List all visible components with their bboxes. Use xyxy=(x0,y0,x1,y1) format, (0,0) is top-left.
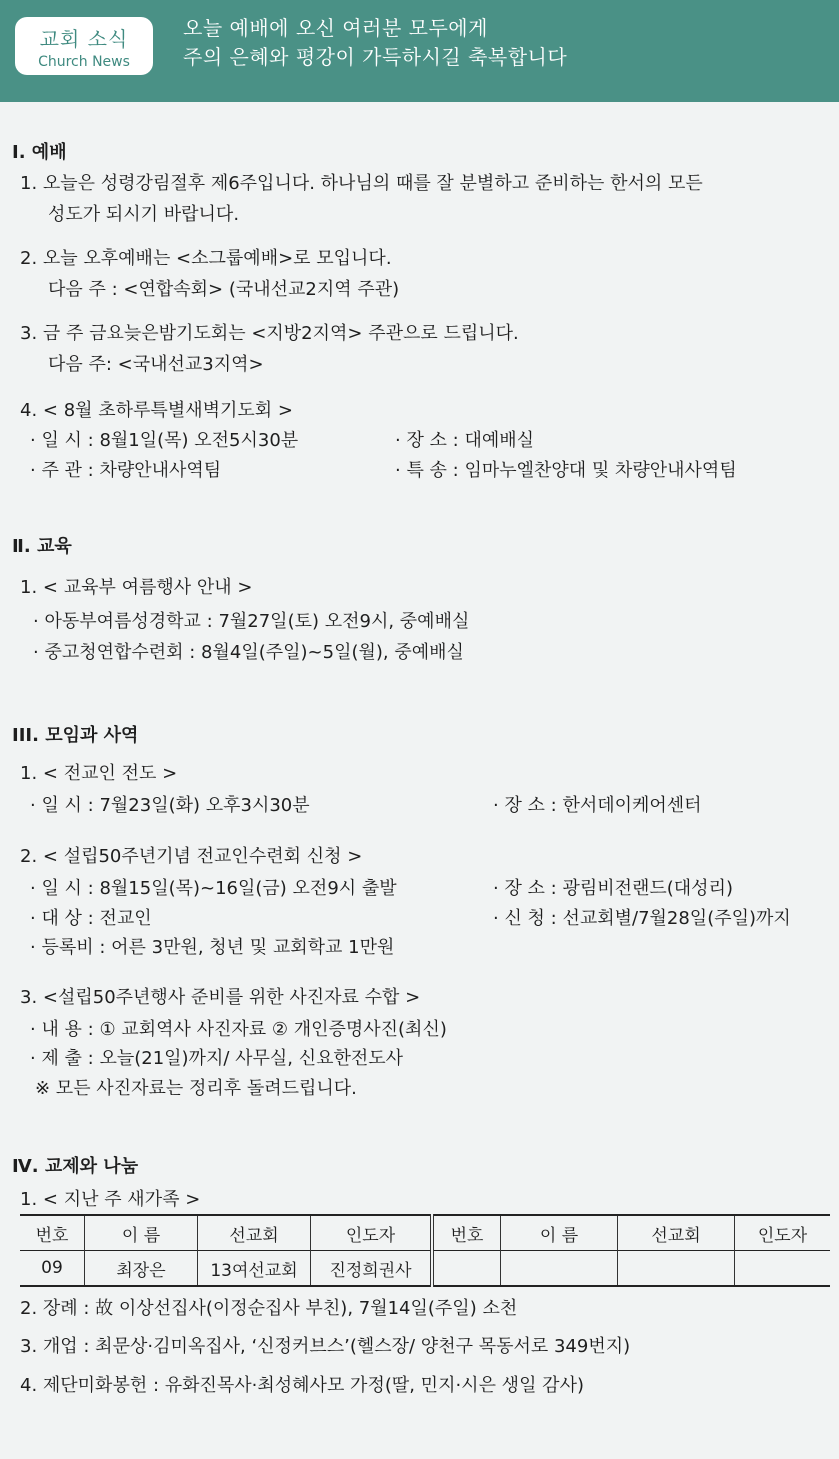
worship-item-1-line-1: 1. 오늘은 성령강림절후 제6주입니다. 하나님의 때를 잘 분별하고 준비하는 한서의 모든 xyxy=(20,173,703,194)
col-header-name: 이 름 xyxy=(85,1215,198,1251)
cell-name-2 xyxy=(501,1251,618,1287)
youth-retreat-info: · 중고청연합수련회 : 8월4일(주일)~5일(월), 중예배실 xyxy=(33,642,464,663)
badge-title-korean: 교회 소식 xyxy=(39,27,129,51)
retreat-target: · 대 상 : 전교인 xyxy=(30,908,152,929)
cell-number-2 xyxy=(432,1251,501,1287)
ministry-item-3-title: 3. <설립50주년행사 준비를 위한 사진자료 수합 > xyxy=(20,987,421,1008)
prayer-date: · 일 시 : 8월1일(목) 오전5시30분 xyxy=(30,430,299,451)
cell-guide: 진정희권사 xyxy=(311,1251,433,1287)
col-header-mission-group: 선교회 xyxy=(198,1215,311,1251)
business-opening-notice: 3. 개업 : 최문상·김미옥집사, ‘신정커브스’(헬스장/ 양천구 목동서로 349번지) xyxy=(20,1336,631,1357)
col-header-mission-group-2: 선교회 xyxy=(618,1215,735,1251)
evangelism-date: · 일 시 : 7월23일(화) 오후3시30분 xyxy=(30,795,310,816)
worship-item-1-line-2: 성도가 되시기 바랍니다. xyxy=(48,204,240,225)
worship-item-2-line-2: 다음 주 : <연합속회> (국내선교2지역 주관) xyxy=(48,279,400,300)
church-news-badge xyxy=(15,17,153,75)
cell-mission-group-2 xyxy=(618,1251,735,1287)
vbs-info: · 아동부여름성경학교 : 7월27일(토) 오전9시, 중예배실 xyxy=(33,611,470,632)
education-item-1-title: 1. < 교육부 여름행사 안내 > xyxy=(20,577,253,598)
ministry-item-1-title: 1. < 전교인 전도 > xyxy=(20,763,178,784)
greeting-message xyxy=(183,14,567,72)
col-header-guide-2: 인도자 xyxy=(735,1215,831,1251)
retreat-date: · 일 시 : 8월15일(목)~16일(금) 오전9시 출발 xyxy=(30,878,397,899)
cell-name: 최장은 xyxy=(85,1251,198,1287)
cell-mission-group: 13여선교회 xyxy=(198,1251,311,1287)
retreat-application: · 신 청 : 선교회별/7월28일(주일)까지 xyxy=(493,908,791,929)
section-title-education: Ⅱ. 교육 xyxy=(12,536,72,557)
prayer-special-song: · 특 송 : 임마누엘찬양대 및 차량안내사역팀 xyxy=(395,460,737,481)
greeting-line-1: 오늘 예배에 오신 여러분 모두에게 xyxy=(183,16,488,40)
photo-note: ※ 모든 사진자료는 정리후 돌려드립니다. xyxy=(35,1078,357,1099)
col-header-name-2: 이 름 xyxy=(501,1215,618,1251)
col-header-number: 번호 xyxy=(20,1215,85,1251)
section-title-worship: Ⅰ. 예배 xyxy=(12,142,67,163)
worship-item-3-line-1: 3. 금 주 금요늦은밤기도회는 <지방2지역> 주관으로 드립니다. xyxy=(20,323,519,344)
new-family-table xyxy=(20,1214,830,1287)
prayer-place: · 장 소 : 대예배실 xyxy=(395,430,535,451)
header-banner xyxy=(0,0,839,102)
table-row xyxy=(20,1251,830,1287)
prayer-host: · 주 관 : 차량안내사역팀 xyxy=(30,460,222,481)
section-title-fellowship: Ⅳ. 교제와 나눔 xyxy=(12,1156,139,1177)
badge-title-english: Church News xyxy=(38,54,130,70)
photo-content: · 내 용 : ① 교회역사 사진자료 ② 개인증명사진(최신) xyxy=(30,1019,447,1040)
worship-item-2-line-1: 2. 오늘 오후예배는 <소그룹예배>로 모입니다. xyxy=(20,248,392,269)
worship-item-4-title: 4. < 8월 초하루특별새벽기도회 > xyxy=(20,400,293,421)
table-header-row xyxy=(20,1215,830,1251)
funeral-notice: 2. 장례 : 故 이상선집사(이정순집사 부친), 7월14일(주일) 소천 xyxy=(20,1298,518,1319)
altar-flower-offering: 4. 제단미화봉헌 : 유화진목사·최성혜사모 가정(딸, 민지·시은 생일 감사) xyxy=(20,1375,584,1396)
greeting-line-2: 주의 은혜와 평강이 가득하시길 축복합니다 xyxy=(183,45,568,69)
retreat-place: · 장 소 : 광림비전랜드(대성리) xyxy=(493,878,733,899)
cell-number: 09 xyxy=(20,1251,85,1287)
col-header-number-2: 번호 xyxy=(432,1215,501,1251)
worship-item-3-line-2: 다음 주: <국내선교3지역> xyxy=(48,354,264,375)
photo-submission: · 제 출 : 오늘(21일)까지/ 사무실, 신요한전도사 xyxy=(30,1048,404,1069)
ministry-item-2-title: 2. < 설립50주년기념 전교인수련회 신청 > xyxy=(20,846,363,867)
col-header-guide: 인도자 xyxy=(311,1215,433,1251)
evangelism-place: · 장 소 : 한서데이케어센터 xyxy=(493,795,702,816)
retreat-fee: · 등록비 : 어른 3만원, 청년 및 교회학교 1만원 xyxy=(30,937,395,958)
section-title-ministry: III. 모임과 사역 xyxy=(12,725,139,746)
fellowship-item-1-title: 1. < 지난 주 새가족 > xyxy=(20,1189,201,1210)
cell-guide-2 xyxy=(735,1251,831,1287)
